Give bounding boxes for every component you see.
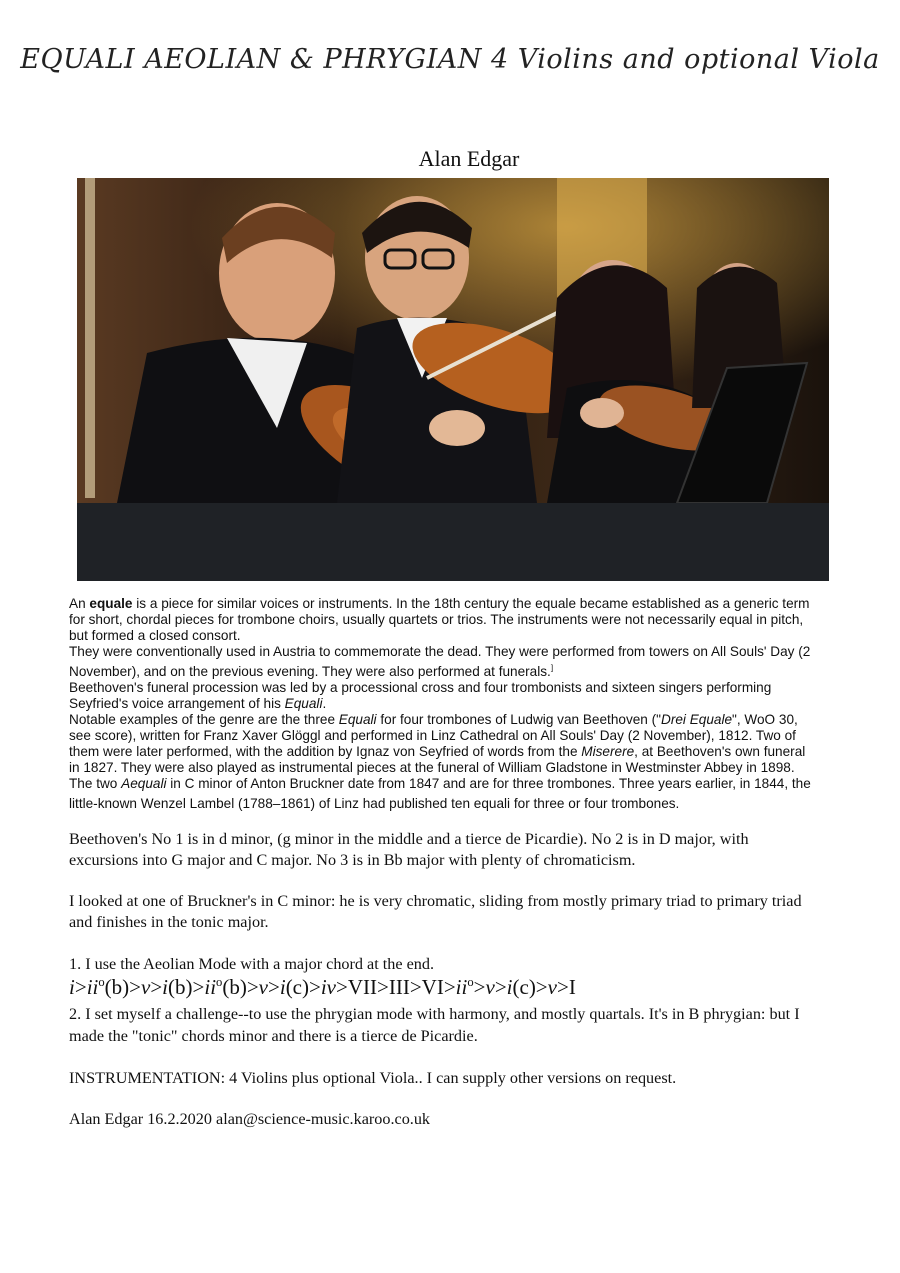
equale-definition	[69, 596, 900, 812]
intro-line: in 1827. They were also played as instrumental pieces at the funeral of William Gladstone in Westminster Abbey in 1898.	[69, 760, 795, 775]
chord-sep: >	[268, 975, 280, 999]
chord-sep: >	[74, 975, 87, 999]
text-run: ", WoO 30,	[732, 712, 798, 727]
italic-term: Aequali	[121, 776, 167, 791]
intro-line: little-known Wenzel Lambel (1788–1861) of Linz had published ten equali for three or four trombones.	[69, 796, 680, 811]
signature-line: Alan Edgar 16.2.2020 alan@science-music.karoo.co.uk	[69, 1110, 431, 1128]
footnote-mark: ]	[550, 663, 554, 673]
chord: iv	[320, 975, 336, 999]
intro-line: for short, chordal pieces for trombone choirs, usually quartets or trios. The instruments were not necessarily equal in pitch,	[69, 612, 804, 627]
bruckner-paragraph-line: and finishes in the tonic major.	[69, 913, 269, 931]
intro-line	[69, 712, 900, 728]
dim-mark: o	[467, 975, 474, 989]
phrygian-item-line: made the "tonic" chords minor and there is a tierce de Picardie.	[69, 1027, 478, 1045]
beethoven-paragraph-line: Beethoven's No 1 is in d minor, (g minor in the middle and a tierce de Picardie). No 2 is in D major, with	[69, 830, 749, 848]
bruckner-paragraph-line: I looked at one of Bruckner's in C minor: he is very chromatic, sliding from mostly primary triad to primary triad	[69, 892, 802, 910]
instrumentation: INSTRUMENTATION: 4 Violins plus optional Viola.. I can supply other versions on request.	[69, 1069, 677, 1087]
document-title: EQUALI AEOLIAN & PHRYGIAN 4 Violins and optional Viola	[20, 44, 880, 75]
chord-sep: (b)>	[104, 975, 141, 999]
chord-sep: (b)>	[222, 975, 259, 999]
text-run: in C minor of Anton Bruckner date from 1847 and are for three trombones. Three years earlier, in 1844, the	[166, 776, 811, 791]
text-run: The two	[69, 776, 122, 791]
chord-progression	[69, 974, 900, 1000]
beethoven-paragraph-line: excursions into G major and C major. No 3 is in Bb major with plenty of chromaticism.	[69, 851, 636, 869]
intro-line: They were conventionally used in Austria to commemorate the dead. They were performed from towers on All Souls' Day (2	[69, 644, 811, 659]
chord: i	[506, 975, 513, 999]
intro-line	[69, 596, 900, 612]
bold-term: equale	[89, 596, 133, 611]
chord-sep: >	[150, 975, 163, 999]
chord: i	[69, 975, 75, 999]
aeolian-item: 1. I use the Aeolian Mode with a major chord at the end.	[69, 955, 435, 973]
intro-line: see score), written for Franz Xaver Glöggl and performed in Linz Cathedral on All Souls' Day (2 November), 1812. Two of	[69, 728, 796, 743]
chord-sep: >	[473, 975, 486, 999]
chord: i	[279, 975, 286, 999]
intro-line	[69, 664, 900, 680]
text-run: .	[322, 696, 327, 711]
chord-sep: (c)>	[285, 975, 321, 999]
text-run: for four trombones of Ludwig van Beethoven ("	[376, 712, 661, 727]
chord-sep: >VII>III>VI>	[336, 975, 456, 999]
chord-sep: >	[494, 975, 507, 999]
text-run: Seyfried's voice arrangement of his	[69, 696, 285, 711]
text-run: Notable examples of the genre are the three	[69, 712, 339, 727]
chord: ii	[455, 975, 468, 999]
dim-mark: o	[216, 975, 223, 989]
text-run: An	[69, 596, 90, 611]
intro-line	[69, 744, 900, 760]
chord: v	[485, 975, 495, 999]
italic-term: Equali	[338, 712, 377, 727]
phrygian-item-line: 2. I set myself a challenge--to use the phrygian mode with harmony, and mostly quartals. It's in B phrygian: but I	[69, 1005, 800, 1023]
text-run: , at Beethoven's own funeral	[634, 744, 806, 759]
orchestra-photo	[77, 178, 829, 581]
chord-sep: (b)>	[168, 975, 205, 999]
text-run: is a piece for similar voices or instruments. In the 18th century the equale became established as a generic term	[132, 596, 810, 611]
chord: v	[547, 975, 557, 999]
intro-line	[69, 696, 900, 712]
text-run: November), and on the previous evening. They were also performed at funerals.	[69, 664, 551, 679]
intro-line: but formed a closed consort.	[69, 628, 241, 643]
text-run: them were later performed, with the addition by Ignaz von Seyfried of words from the	[69, 744, 582, 759]
chord-sep: (c)>	[512, 975, 548, 999]
italic-term: Drei Equale	[661, 712, 733, 727]
chord-sep: >I	[556, 975, 576, 999]
italic-term: Equali	[284, 696, 323, 711]
chord: ii	[86, 975, 99, 999]
italic-term: Miserere	[581, 744, 635, 759]
intro-line	[69, 776, 900, 792]
chord: ii	[204, 975, 217, 999]
chord: v	[141, 975, 151, 999]
dim-mark: o	[98, 975, 105, 989]
intro-line: Beethoven's funeral procession was led by a processional cross and four trombonists and sixteen singers performing	[69, 680, 772, 695]
author-name: Alan Edgar	[418, 146, 520, 171]
chord: i	[162, 975, 169, 999]
chord: v	[258, 975, 268, 999]
